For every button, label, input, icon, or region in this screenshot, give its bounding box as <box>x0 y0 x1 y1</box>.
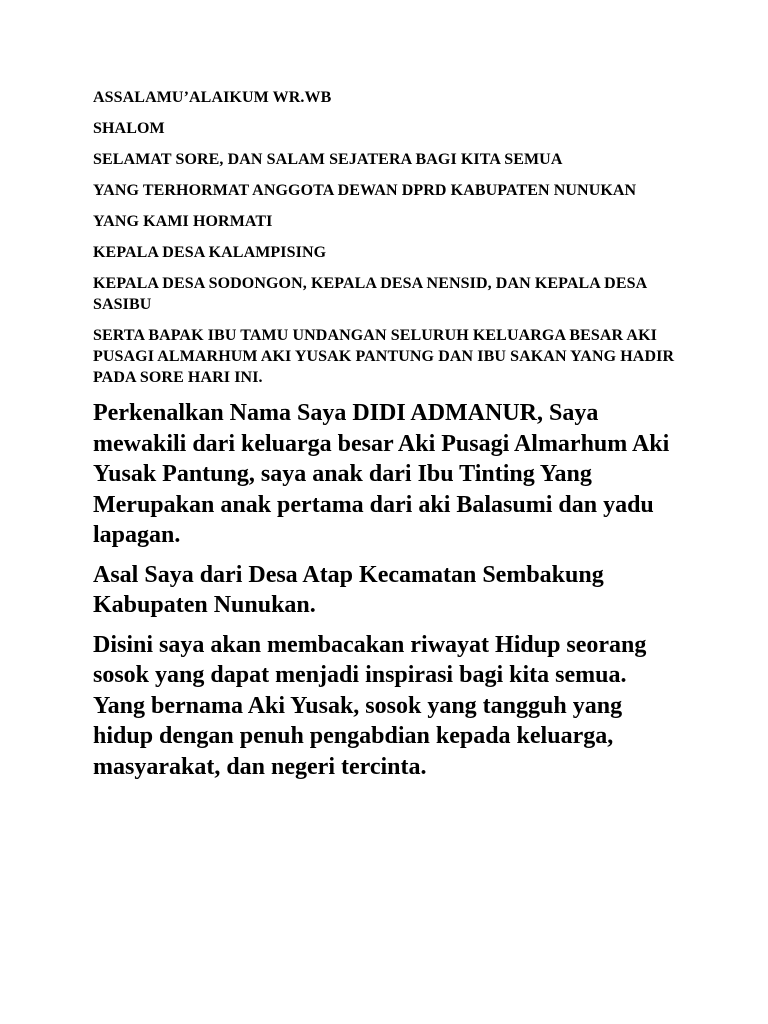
document-page <box>93 87 683 791</box>
greeting-line: KEPALA DESA KALAMPISING <box>93 244 327 261</box>
body-paragraph: Perkenalkan Nama Saya DIDI ADMANUR, Saya mewakili dari keluarga besar Aki Pusagi Almarhum Aki Yusak Pantung, saya anak dari Ibu Tinting Yang Merupakan anak pertama dari aki Balasumi dan yadu lapagan. <box>93 400 670 548</box>
greeting-line: SELAMAT SORE, DAN SALAM SEJATERA BAGI KITA SEMUA <box>93 151 563 168</box>
greeting-line: SERTA BAPAK IBU TAMU UNDANGAN SELURUH KELUARGA BESAR AKI PUSAGI ALMARHUM AKI YUSAK PANTUNG DAN IBU SAKAN YANG HADIR PADA SORE HARI INI. <box>93 327 675 386</box>
greeting-line: YANG TERHORMAT ANGGOTA DEWAN DPRD KABUPATEN NUNUKAN <box>93 182 637 199</box>
body-paragraph: Asal Saya dari Desa Atap Kecamatan Sembakung Kabupaten Nunukan. <box>93 561 604 618</box>
greeting-line: ASSALAMU’ALAIKUM WR.WB <box>93 89 332 106</box>
body-paragraph: Disini saya akan membacakan riwayat Hidup seorang sosok yang dapat menjadi inspirasi bagi kita semua. Yang bernama Aki Yusak, sosok yang tangguh yang hidup dengan penuh pengabdian kepada keluarga, masyarakat, dan negeri tercinta. <box>93 631 647 780</box>
greeting-line: KEPALA DESA SODONGON, KEPALA DESA NENSID, DAN KEPALA DESA SASIBU <box>93 275 647 313</box>
greeting-line: YANG KAMI HORMATI <box>93 213 273 230</box>
greeting-line: SHALOM <box>93 120 165 137</box>
